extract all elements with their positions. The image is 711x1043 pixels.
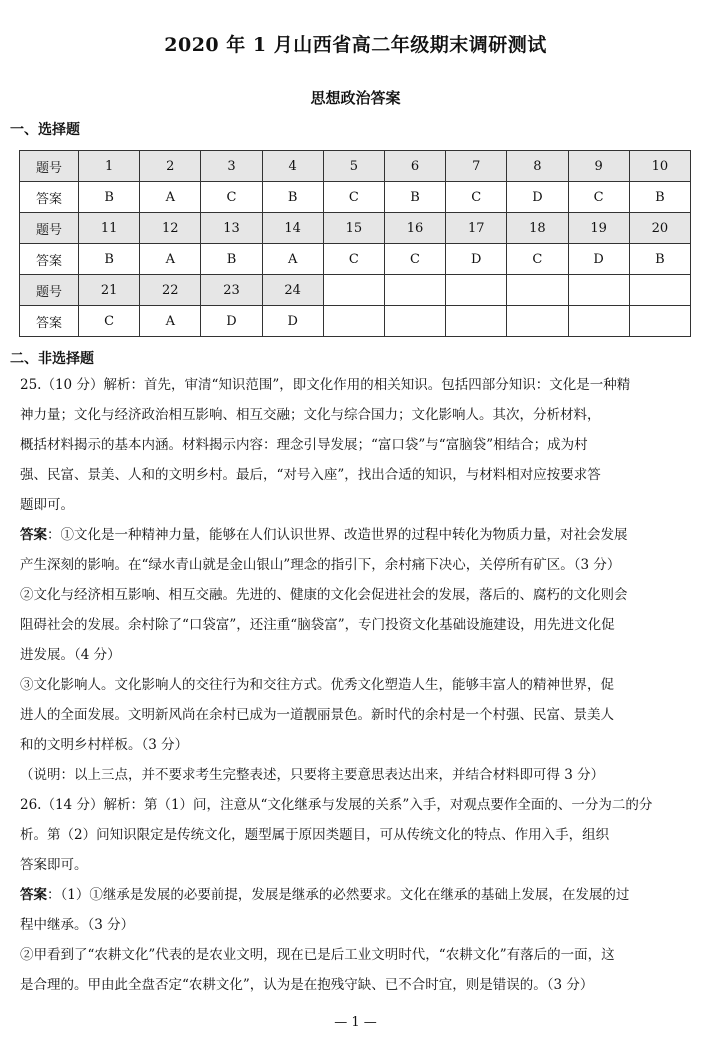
q26-analysis-line: 析。第（2）问知识限定是传统文化，题型属于原因类题目，可从传统文化的特点、作用入手，组织 [20, 827, 610, 843]
table-cell: A [262, 244, 323, 275]
table-cell: C [384, 244, 445, 275]
table-cell: 2 [140, 151, 201, 182]
table-cell [568, 306, 629, 337]
q25-analysis-line: 概括材料揭示的基本内涵。材料揭示内容：理念引导发展；“富口袋”与“富脑袋”相结合；成为村 [20, 437, 588, 453]
table-row-label: 答案 [20, 306, 79, 337]
q25-answer-line: 阻碍社会的发展。余村除了“口袋富”，还注重“脑袋富”，专门投资文化基础设施建设，用先进文化促 [20, 617, 615, 633]
table-cell: A [140, 182, 201, 213]
q26-answer-line [20, 880, 696, 910]
q25-block [20, 370, 696, 790]
q26-answer-line: ②甲看到了“农耕文化”代表的是农业文明，现在已是后工业文明时代，“农耕文化”有落后的一面，这 [20, 947, 615, 963]
table-cell [507, 275, 568, 306]
table-cell: D [568, 244, 629, 275]
table-cell [629, 275, 690, 306]
table-cell: 6 [384, 151, 445, 182]
table-cell: 24 [262, 275, 323, 306]
table-cell [323, 306, 384, 337]
table-cell: 7 [446, 151, 507, 182]
table-cell: C [79, 306, 140, 337]
table-cell [384, 275, 445, 306]
table-cell: 5 [323, 151, 384, 182]
table-row [20, 151, 691, 182]
table-cell: 21 [79, 275, 140, 306]
table-cell: D [262, 306, 323, 337]
q26-answer-text: ：（1）①继承是发展的必要前提，发展是继承的必然要求。文化在继承的基础上发展，在发展的过 [47, 887, 630, 903]
table-cell: 9 [568, 151, 629, 182]
table-cell: C [507, 244, 568, 275]
table-cell: B [79, 182, 140, 213]
table-cell [446, 275, 507, 306]
table-cell: B [384, 182, 445, 213]
q25-answer-line: 进人的全面发展。文明新风尚在余村已成为一道靓丽景色。新时代的余村是一个村强、民富、景美人 [20, 707, 614, 723]
table-cell: C [323, 244, 384, 275]
table-cell: 3 [201, 151, 262, 182]
page-subtitle: 思想政治答案 [310, 89, 401, 107]
table-row-label: 题号 [20, 151, 79, 182]
table-cell: B [79, 244, 140, 275]
q25-note-line: （说明：以上三点，并不要求考生完整表述，只要将主要意思表达出来，并结合材料即可得 3 分） [20, 767, 605, 783]
table-row [20, 213, 691, 244]
q25-answer-line: 和的文明乡村样板。（3 分） [20, 737, 189, 753]
q25-answer-line: 进发展。（4 分） [20, 647, 121, 663]
table-cell: 15 [323, 213, 384, 244]
q26-block [20, 790, 696, 1000]
table-cell [446, 306, 507, 337]
table-cell: C [446, 182, 507, 213]
q25-analysis-line: 25.（10 分）解析：首先，审清“知识范围”，即文化作用的相关知识。包括四部分知识：文化是一种精 [20, 377, 631, 393]
page-number: — 1 — [334, 1015, 377, 1030]
table-cell: 14 [262, 213, 323, 244]
q26-analysis-line: 答案即可。 [20, 857, 88, 873]
table-cell: 19 [568, 213, 629, 244]
table-row [20, 275, 691, 306]
table-cell: B [201, 244, 262, 275]
table-cell: C [201, 182, 262, 213]
q25-answer-line: 产生深刻的影响。在“绿水青山就是金山银山”理念的指引下，余村痛下决心，关停所有矿区。（3 分） [20, 557, 621, 573]
table-cell [384, 306, 445, 337]
table-cell: 16 [384, 213, 445, 244]
page-title: 2020 年 1 月山西省高二年级期末调研测试 [164, 34, 547, 56]
answer-table [19, 150, 691, 337]
q25-answer-label: 答案 [20, 527, 47, 543]
table-cell: A [140, 306, 201, 337]
table-cell: 8 [507, 151, 568, 182]
table-cell: D [201, 306, 262, 337]
q26-analysis-line: 26.（14 分）解析：第（1）问，注意从“文化继承与发展的关系”入手，对观点要作全面的、一分为二的分 [20, 797, 653, 813]
table-row-label: 答案 [20, 182, 79, 213]
table-cell: 20 [629, 213, 690, 244]
q25-answer-text: ：①文化是一种精神力量，能够在人们认识世界、改造世界的过程中转化为物质力量，对社会发展 [47, 527, 628, 543]
table-cell: 18 [507, 213, 568, 244]
section-heading-nonchoice: 二、非选择题 [10, 351, 94, 367]
table-cell: 22 [140, 275, 201, 306]
table-cell: 23 [201, 275, 262, 306]
table-row-label: 题号 [20, 275, 79, 306]
table-row [20, 182, 691, 213]
table-cell: 11 [79, 213, 140, 244]
table-cell [507, 306, 568, 337]
table-cell [629, 306, 690, 337]
table-cell: A [140, 244, 201, 275]
table-cell: 1 [79, 151, 140, 182]
table-cell: 12 [140, 213, 201, 244]
q26-answer-line: 是合理的。甲由此全盘否定“农耕文化”，认为是在抱残守缺、已不合时宜，则是错误的。（3 分） [20, 977, 594, 993]
table-cell: C [323, 182, 384, 213]
table-cell: 10 [629, 151, 690, 182]
table-cell: D [446, 244, 507, 275]
q25-analysis-line: 神力量；文化与经济政治相互影响、相互交融；文化与综合国力；文化影响人。其次，分析材料， [20, 407, 601, 423]
q25-answer-line: ②文化与经济相互影响、相互交融。先进的、健康的文化会促进社会的发展，落后的、腐朽的文化则会 [20, 587, 628, 603]
q25-analysis-line: 题即可。 [20, 497, 74, 513]
table-cell: C [568, 182, 629, 213]
table-cell: B [629, 182, 690, 213]
table-row-label: 题号 [20, 213, 79, 244]
q26-answer-label: 答案 [20, 887, 47, 903]
q25-analysis-line: 强、民富、景美、人和的文明乡村。最后，“对号入座”，找出合适的知识，与材料相对应按要求答 [20, 467, 601, 483]
table-cell: B [629, 244, 690, 275]
table-row-label: 答案 [20, 244, 79, 275]
table-row [20, 244, 691, 275]
table-row [20, 306, 691, 337]
table-cell [568, 275, 629, 306]
table-cell: 13 [201, 213, 262, 244]
q25-answer-line: ③文化影响人。文化影响人的交往行为和交往方式。优秀文化塑造人生，能够丰富人的精神世界，促 [20, 677, 614, 693]
table-cell: D [507, 182, 568, 213]
table-cell: 4 [262, 151, 323, 182]
table-cell: 17 [446, 213, 507, 244]
section-heading-choice: 一、选择题 [10, 122, 80, 138]
table-cell: B [262, 182, 323, 213]
q25-answer-line [20, 520, 696, 550]
table-cell [323, 275, 384, 306]
q26-answer-line: 程中继承。（3 分） [20, 917, 135, 933]
